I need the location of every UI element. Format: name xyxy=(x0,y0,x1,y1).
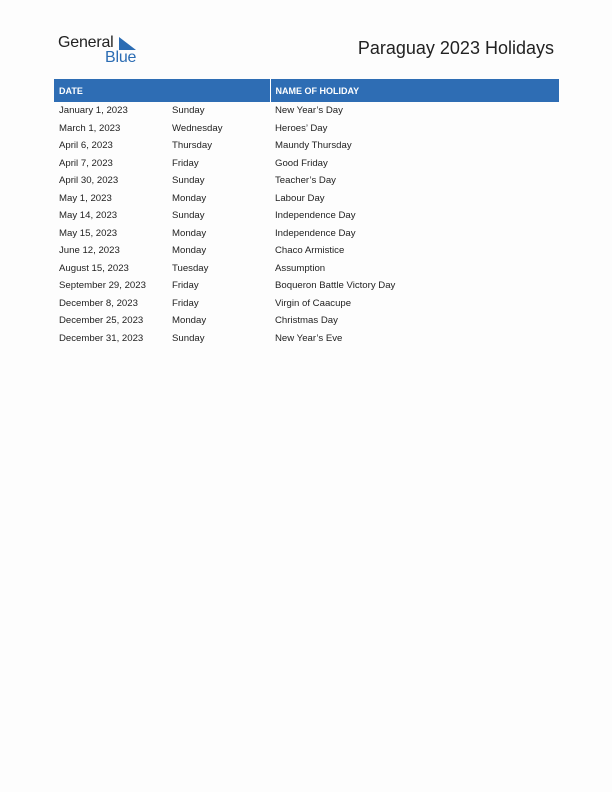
holiday-weekday-cell: Friday xyxy=(172,297,199,309)
table-row xyxy=(54,155,559,173)
holiday-name-cell: Christmas Day xyxy=(275,315,338,327)
table-row xyxy=(54,137,559,155)
table-row xyxy=(54,172,559,190)
holiday-weekday-cell: Monday xyxy=(172,245,207,257)
holiday-name-cell: Chaco Armistice xyxy=(275,245,345,257)
holiday-weekday-cell: Thursday xyxy=(172,140,212,152)
table-row xyxy=(54,102,559,120)
holiday-name-cell: Independence Day xyxy=(275,210,356,222)
holiday-table-container xyxy=(54,79,559,347)
holiday-name-cell: New Year’s Eve xyxy=(275,332,343,344)
holiday-date-cell: May 14, 2023 xyxy=(59,210,118,222)
table-row xyxy=(54,295,559,313)
holiday-weekday-cell: Wednesday xyxy=(172,122,223,134)
table-row xyxy=(54,312,559,330)
holiday-name-cell: Labour Day xyxy=(275,192,325,204)
holiday-name-cell: Maundy Thursday xyxy=(275,140,352,152)
table-body xyxy=(54,102,559,347)
holiday-name-cell: Boqueron Battle Victory Day xyxy=(275,280,396,292)
holiday-date-cell: April 30, 2023 xyxy=(59,175,119,187)
holiday-weekday-cell: Monday xyxy=(172,227,207,239)
holiday-date-cell: December 31, 2023 xyxy=(59,332,144,344)
header-holiday-name: NAME OF HOLIDAY xyxy=(270,79,559,102)
holiday-date-cell: May 15, 2023 xyxy=(59,227,118,239)
holiday-name-cell: Heroes’ Day xyxy=(275,122,328,134)
holiday-date-cell: June 12, 2023 xyxy=(59,245,120,257)
table-row xyxy=(54,120,559,138)
table-header-row xyxy=(54,79,559,102)
holiday-date-cell: January 1, 2023 xyxy=(59,105,128,117)
holiday-date-cell: August 15, 2023 xyxy=(59,262,129,274)
holiday-weekday-cell: Friday xyxy=(172,280,199,292)
holiday-weekday-cell: Sunday xyxy=(172,210,205,222)
holiday-name-cell: Independence Day xyxy=(275,227,356,239)
holiday-weekday-cell: Friday xyxy=(172,157,199,169)
holiday-date-cell: September 29, 2023 xyxy=(59,280,146,292)
table-row xyxy=(54,330,559,348)
table-row xyxy=(54,242,559,260)
logo-general-text: General xyxy=(58,34,114,51)
table-row xyxy=(54,207,559,225)
holiday-name-cell: New Year’s Day xyxy=(275,105,343,117)
holiday-date-cell: December 25, 2023 xyxy=(59,315,144,327)
header-date: DATE xyxy=(54,79,270,102)
logo-blue-text: Blue xyxy=(105,49,137,66)
holiday-date-cell: April 6, 2023 xyxy=(59,140,113,152)
holiday-weekday-cell: Monday xyxy=(172,192,207,204)
table-row xyxy=(54,190,559,208)
page-title: Paraguay 2023 Holidays xyxy=(357,38,554,58)
generalblue-logo xyxy=(58,34,148,68)
holiday-name-cell: Assumption xyxy=(275,262,326,274)
holiday-name-cell: Teacher’s Day xyxy=(275,175,336,187)
holiday-name-cell: Good Friday xyxy=(275,157,328,169)
table-row xyxy=(54,225,559,243)
holiday-weekday-cell: Monday xyxy=(172,315,207,327)
holiday-weekday-cell: Sunday xyxy=(172,175,205,187)
table-row xyxy=(54,277,559,295)
holiday-weekday-cell: Tuesday xyxy=(172,262,209,274)
holiday-date-cell: March 1, 2023 xyxy=(59,122,121,134)
holiday-weekday-cell: Sunday xyxy=(172,332,205,344)
holiday-table xyxy=(54,79,559,347)
table-row xyxy=(54,260,559,278)
holiday-date-cell: December 8, 2023 xyxy=(59,297,138,309)
holiday-date-cell: April 7, 2023 xyxy=(59,157,113,169)
holiday-weekday-cell: Sunday xyxy=(172,105,205,117)
holiday-name-cell: Virgin of Caacupe xyxy=(275,297,352,309)
holiday-date-cell: May 1, 2023 xyxy=(59,192,112,204)
